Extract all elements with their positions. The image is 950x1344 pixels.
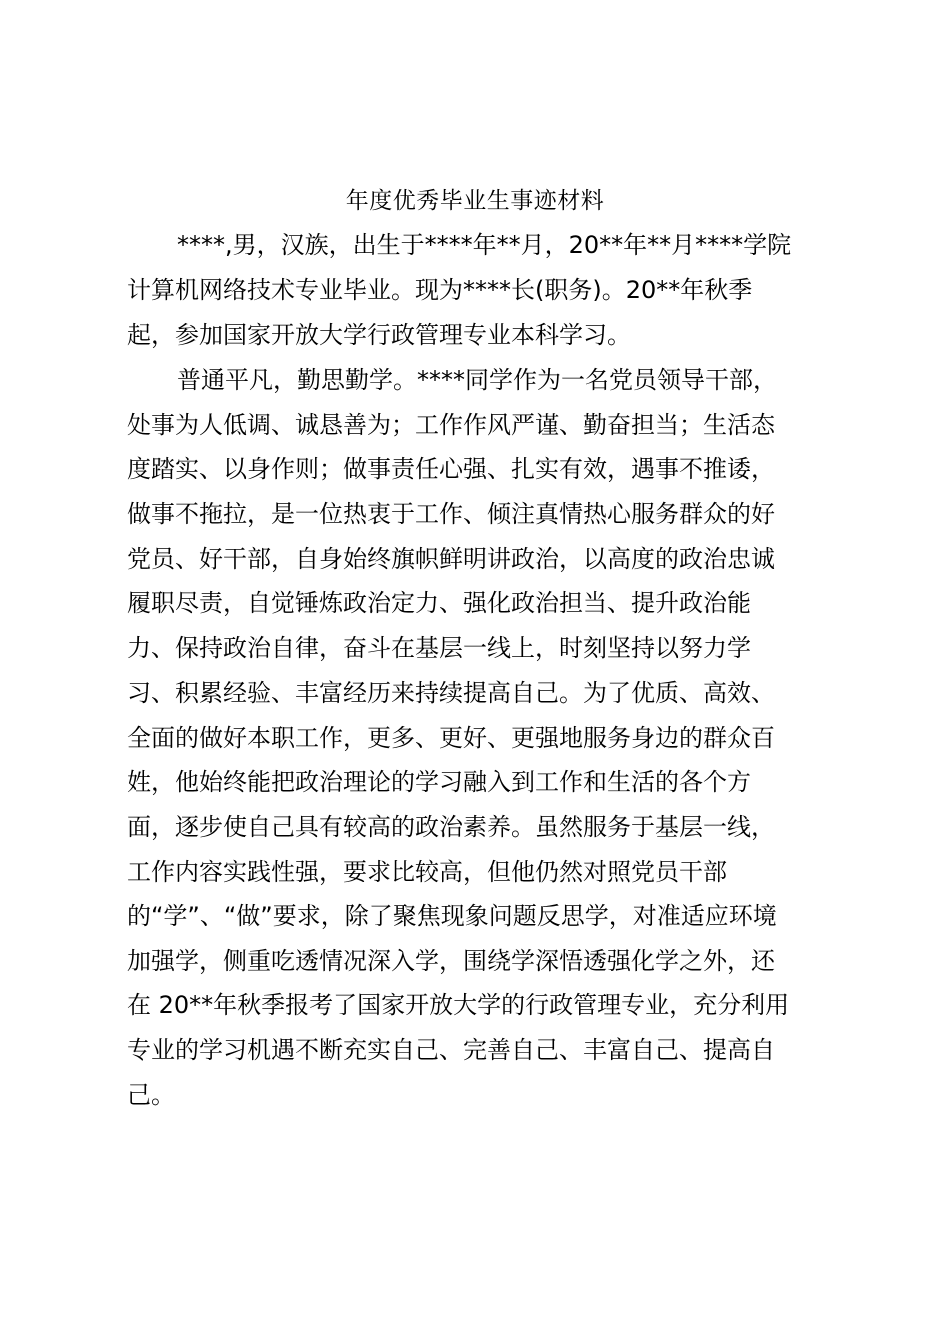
paragraph-2-line-14: 加强学，侧重吃透情况深入学，围绕学深悟透强化学之外，还 <box>127 947 775 975</box>
paragraph-2-line-16: 专业的学习机遇不断充实自己、完善自己、丰富自己、提高自 <box>127 1036 775 1064</box>
paragraph-2-line-10: 姓，他始终能把政治理论的学习融入到工作和生活的各个方 <box>127 768 751 796</box>
paragraph-2-line-3: 度踏实、以身作则；做事责任心强、扎实有效，遇事不推诿， <box>127 455 775 483</box>
paragraph-2-line-5: 党员、好干部，自身始终旗帜鲜明讲政治，以高度的政治忠诚 <box>127 545 775 573</box>
paragraph-1-line-1: ****,男，汉族，出生于****年**月，20**年**月****学院 <box>177 231 792 259</box>
paragraph-2-line-11: 面，逐步使自己具有较高的政治素养。虽然服务于基层一线， <box>127 813 775 841</box>
document-title: 年度优秀毕业生事迹材料 <box>345 188 605 214</box>
paragraph-2-line-13: 的“学”、“做”要求，除了聚焦现象问题反思学，对准适应环境 <box>127 902 777 930</box>
paragraph-1-line-3: 起，参加国家开放大学行政管理专业本科学习。 <box>127 321 631 349</box>
paragraph-2-line-12: 工作内容实践性强，要求比较高，但他仍然对照党员干部 <box>127 858 727 886</box>
paragraph-2-line-15: 在 20**年秋季报考了国家开放大学的行政管理专业，充分利用 <box>127 991 790 1019</box>
paragraph-2-line-2: 处事为人低调、诚恳善为；工作作风严谨、勤奋担当；生活态 <box>127 411 775 439</box>
paragraph-2-line-7: 力、保持政治自律，奋斗在基层一线上，时刻坚持以努力学 <box>127 634 751 662</box>
paragraph-2-line-8: 习、积累经验、丰富经历来持续提高自己。为了优质、高效、 <box>127 679 775 707</box>
paragraph-2-line-9: 全面的做好本职工作，更多、更好、更强地服务身边的群众百 <box>127 724 775 752</box>
paragraph-1-line-2: 计算机网络技术专业毕业。现为****长(职务)。20**年秋季 <box>127 276 753 304</box>
paragraph-2-line-17: 己。 <box>127 1081 175 1109</box>
paragraph-2-line-6: 履职尽责，自觉锤炼政治定力、强化政治担当、提升政治能 <box>127 589 751 617</box>
paragraph-2-line-1: 普通平凡，勤思勤学。****同学作为一名党员领导干部， <box>177 366 777 394</box>
paragraph-2-line-4: 做事不拖拉，是一位热衷于工作、倾注真情热心服务群众的好 <box>127 500 775 528</box>
